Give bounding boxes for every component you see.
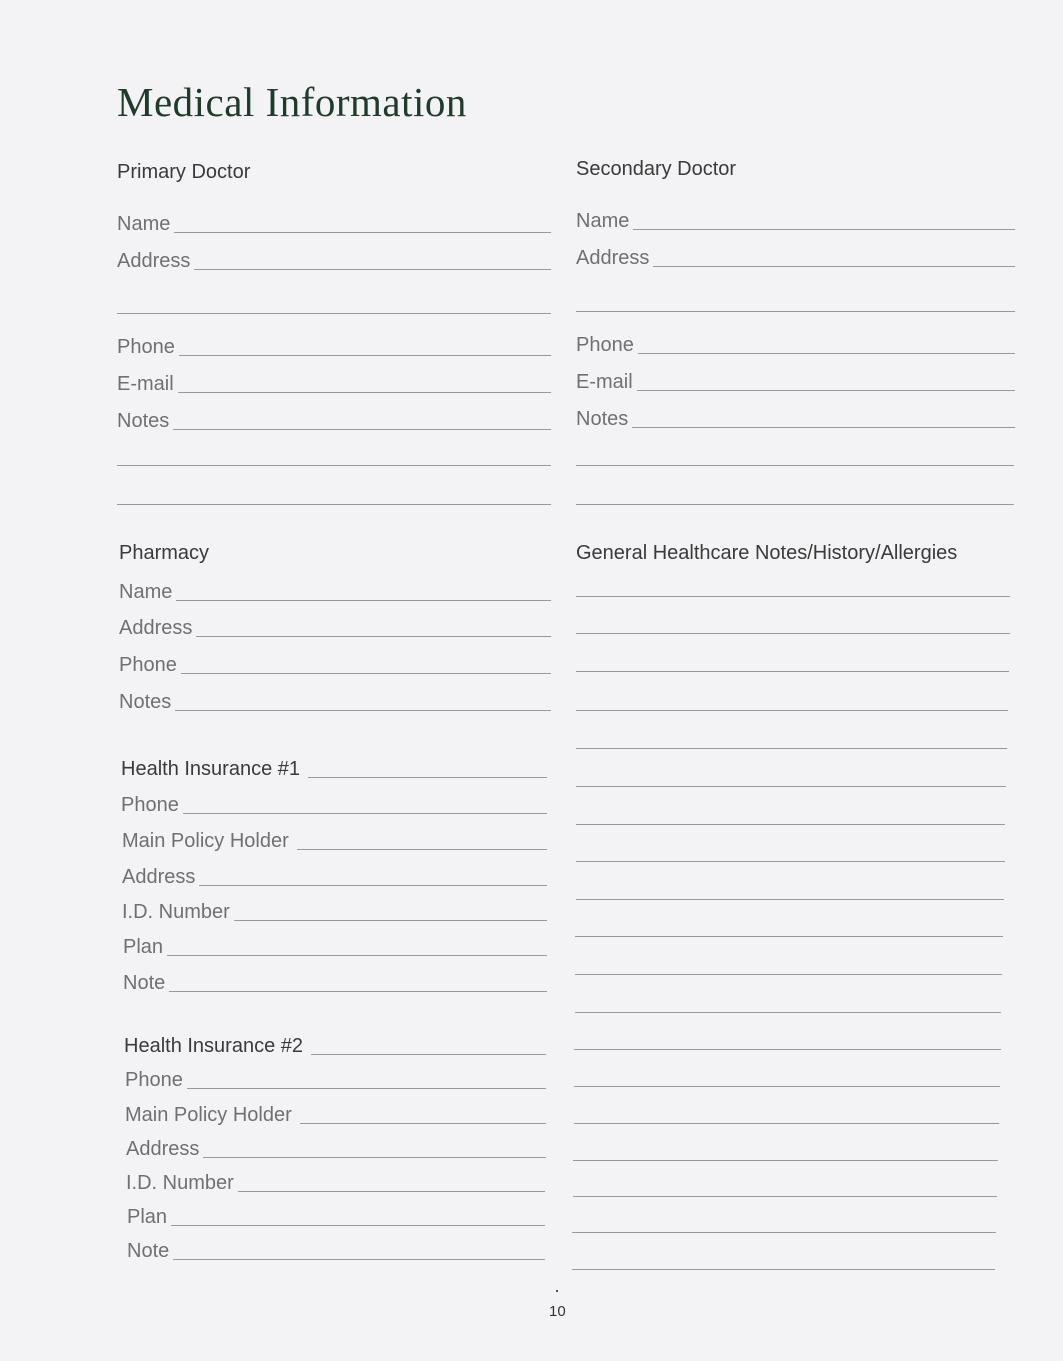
general-notes-line[interactable] <box>574 1086 1000 1087</box>
insurance-2-note-line[interactable] <box>173 1259 545 1260</box>
pharmacy-address-line[interactable] <box>196 636 551 637</box>
primary-doctor-address-line[interactable] <box>194 269 551 270</box>
secondary-doctor-address-line-2[interactable] <box>576 311 1015 312</box>
pharmacy-name-label: Name <box>119 581 173 603</box>
insurance-1-policy-holder-field[interactable] <box>122 823 547 853</box>
primary-doctor-heading: Primary Doctor <box>117 161 251 183</box>
primary-doctor-notes-label: Notes <box>117 410 170 432</box>
pharmacy-address-field[interactable] <box>119 610 551 640</box>
secondary-doctor-phone-label: Phone <box>576 334 634 356</box>
secondary-doctor-name-field[interactable] <box>576 203 1015 233</box>
insurance-2-policy-holder-label: Main Policy Holder <box>125 1104 292 1126</box>
insurance-2-note-label: Note <box>127 1240 170 1262</box>
pharmacy-address-label: Address <box>119 617 193 639</box>
page-number: 10 <box>549 1303 566 1320</box>
insurance-2-plan-line[interactable] <box>171 1225 545 1226</box>
general-notes-line[interactable] <box>572 1269 995 1270</box>
insurance-2-company-line[interactable] <box>311 1054 546 1055</box>
secondary-doctor-heading: Secondary Doctor <box>576 158 737 180</box>
pharmacy-phone-line[interactable] <box>181 673 551 674</box>
primary-doctor-email-field[interactable] <box>117 366 551 396</box>
insurance-2-phone-label: Phone <box>125 1069 183 1091</box>
primary-doctor-name-field[interactable] <box>117 206 551 236</box>
primary-doctor-address-line-2[interactable] <box>117 313 551 314</box>
primary-doctor-notes-field[interactable] <box>117 403 551 433</box>
general-notes-line[interactable] <box>576 861 1005 862</box>
insurance-1-phone-line[interactable] <box>183 813 547 814</box>
insurance-1-note-field[interactable] <box>123 965 547 995</box>
primary-doctor-phone-line[interactable] <box>179 355 551 356</box>
insurance-2-phone-line[interactable] <box>187 1088 546 1089</box>
secondary-doctor-notes-line-2[interactable] <box>576 465 1014 466</box>
pharmacy-notes-label: Notes <box>119 691 172 713</box>
secondary-doctor-notes-field[interactable] <box>576 401 1015 431</box>
secondary-doctor-email-line[interactable] <box>637 390 1015 391</box>
primary-doctor-address-label: Address <box>117 250 191 272</box>
general-notes-line[interactable] <box>574 1049 1001 1050</box>
primary-doctor-notes-line-3[interactable] <box>117 504 551 505</box>
general-notes-line[interactable] <box>576 671 1009 672</box>
general-notes-line[interactable] <box>576 710 1008 711</box>
general-notes-line[interactable] <box>573 1160 998 1161</box>
insurance-1-company-line[interactable] <box>308 777 547 778</box>
insurance-2-address-field[interactable] <box>126 1131 546 1161</box>
general-notes-line[interactable] <box>575 974 1002 975</box>
general-notes-line[interactable] <box>576 824 1005 825</box>
insurance-1-plan-line[interactable] <box>167 955 547 956</box>
pharmacy-name-line[interactable] <box>176 600 551 601</box>
secondary-doctor-address-label: Address <box>576 247 650 269</box>
secondary-doctor-phone-field[interactable] <box>576 327 1015 357</box>
general-notes-line[interactable] <box>576 899 1004 900</box>
insurance-1-address-line[interactable] <box>199 885 547 886</box>
pharmacy-notes-field[interactable] <box>119 684 551 714</box>
insurance-2-id-number-line[interactable] <box>238 1191 545 1192</box>
secondary-doctor-notes-label: Notes <box>576 408 629 430</box>
general-notes-line[interactable] <box>575 936 1003 937</box>
insurance-1-id-number-label: I.D. Number <box>122 901 230 923</box>
insurance-2-id-number-label: I.D. Number <box>126 1172 234 1194</box>
insurance-1-phone-label: Phone <box>121 794 179 816</box>
primary-doctor-phone-field[interactable] <box>117 329 551 359</box>
general-notes-heading: General Healthcare Notes/History/Allergies <box>576 542 958 564</box>
insurance-1-plan-field[interactable] <box>123 929 547 959</box>
primary-doctor-name-line[interactable] <box>174 232 551 233</box>
insurance-2-policy-holder-line[interactable] <box>300 1123 546 1124</box>
pharmacy-notes-line[interactable] <box>175 710 551 711</box>
primary-doctor-notes-line-2[interactable] <box>117 465 551 466</box>
insurance-1-note-label: Note <box>123 972 166 994</box>
print-mark <box>556 1290 558 1292</box>
general-notes-line[interactable] <box>574 1123 999 1124</box>
secondary-doctor-email-field[interactable] <box>576 364 1015 394</box>
primary-doctor-phone-label: Phone <box>117 336 175 358</box>
insurance-2-heading: Health Insurance #2 <box>124 1035 304 1057</box>
general-notes-line[interactable] <box>576 786 1006 787</box>
general-notes-line[interactable] <box>576 748 1007 749</box>
insurance-1-policy-holder-line[interactable] <box>297 849 547 850</box>
general-notes-line[interactable] <box>576 596 1010 597</box>
pharmacy-phone-field[interactable] <box>119 647 551 677</box>
secondary-doctor-name-line[interactable] <box>633 229 1015 230</box>
insurance-2-plan-label: Plan <box>127 1206 168 1228</box>
insurance-1-heading: Health Insurance #1 <box>121 758 301 780</box>
secondary-doctor-phone-line[interactable] <box>638 353 1015 354</box>
secondary-doctor-notes-line-3[interactable] <box>576 504 1014 505</box>
insurance-1-policy-holder-label: Main Policy Holder <box>122 830 289 852</box>
secondary-doctor-name-label: Name <box>576 210 630 232</box>
secondary-doctor-address-line[interactable] <box>653 266 1015 267</box>
page-title: Medical Information <box>117 79 467 125</box>
insurance-1-id-number-line[interactable] <box>234 920 547 921</box>
secondary-doctor-email-label: E-mail <box>576 371 633 393</box>
insurance-2-note-field[interactable] <box>127 1233 545 1263</box>
insurance-1-note-line[interactable] <box>169 991 547 992</box>
insurance-1-address-field[interactable] <box>122 859 547 889</box>
secondary-doctor-address-field[interactable] <box>576 240 1015 270</box>
primary-doctor-notes-line[interactable] <box>173 429 551 430</box>
pharmacy-name-field[interactable] <box>119 574 551 604</box>
insurance-2-phone-field[interactable] <box>125 1062 546 1092</box>
primary-doctor-email-label: E-mail <box>117 373 174 395</box>
insurance-1-heading-field[interactable] <box>121 751 547 781</box>
insurance-1-plan-label: Plan <box>123 936 164 958</box>
general-notes-line[interactable] <box>576 633 1010 634</box>
insurance-2-address-label: Address <box>126 1138 200 1160</box>
secondary-doctor-notes-line[interactable] <box>632 427 1015 428</box>
insurance-1-phone-field[interactable] <box>121 787 547 817</box>
general-notes-line[interactable] <box>575 1012 1001 1013</box>
insurance-2-policy-holder-field[interactable] <box>125 1097 546 1127</box>
insurance-2-address-line[interactable] <box>203 1157 546 1158</box>
general-notes-line[interactable] <box>572 1232 996 1233</box>
primary-doctor-name-label: Name <box>117 213 171 235</box>
primary-doctor-address-field[interactable] <box>117 243 551 273</box>
insurance-2-plan-field[interactable] <box>127 1199 545 1229</box>
pharmacy-phone-label: Phone <box>119 654 177 676</box>
pharmacy-heading: Pharmacy <box>119 542 210 564</box>
insurance-2-heading-field[interactable] <box>124 1028 546 1058</box>
insurance-2-id-number-field[interactable] <box>126 1165 545 1195</box>
general-notes-line[interactable] <box>573 1196 997 1197</box>
insurance-1-id-number-field[interactable] <box>122 894 547 924</box>
insurance-1-address-label: Address <box>122 866 196 888</box>
primary-doctor-email-line[interactable] <box>178 392 551 393</box>
